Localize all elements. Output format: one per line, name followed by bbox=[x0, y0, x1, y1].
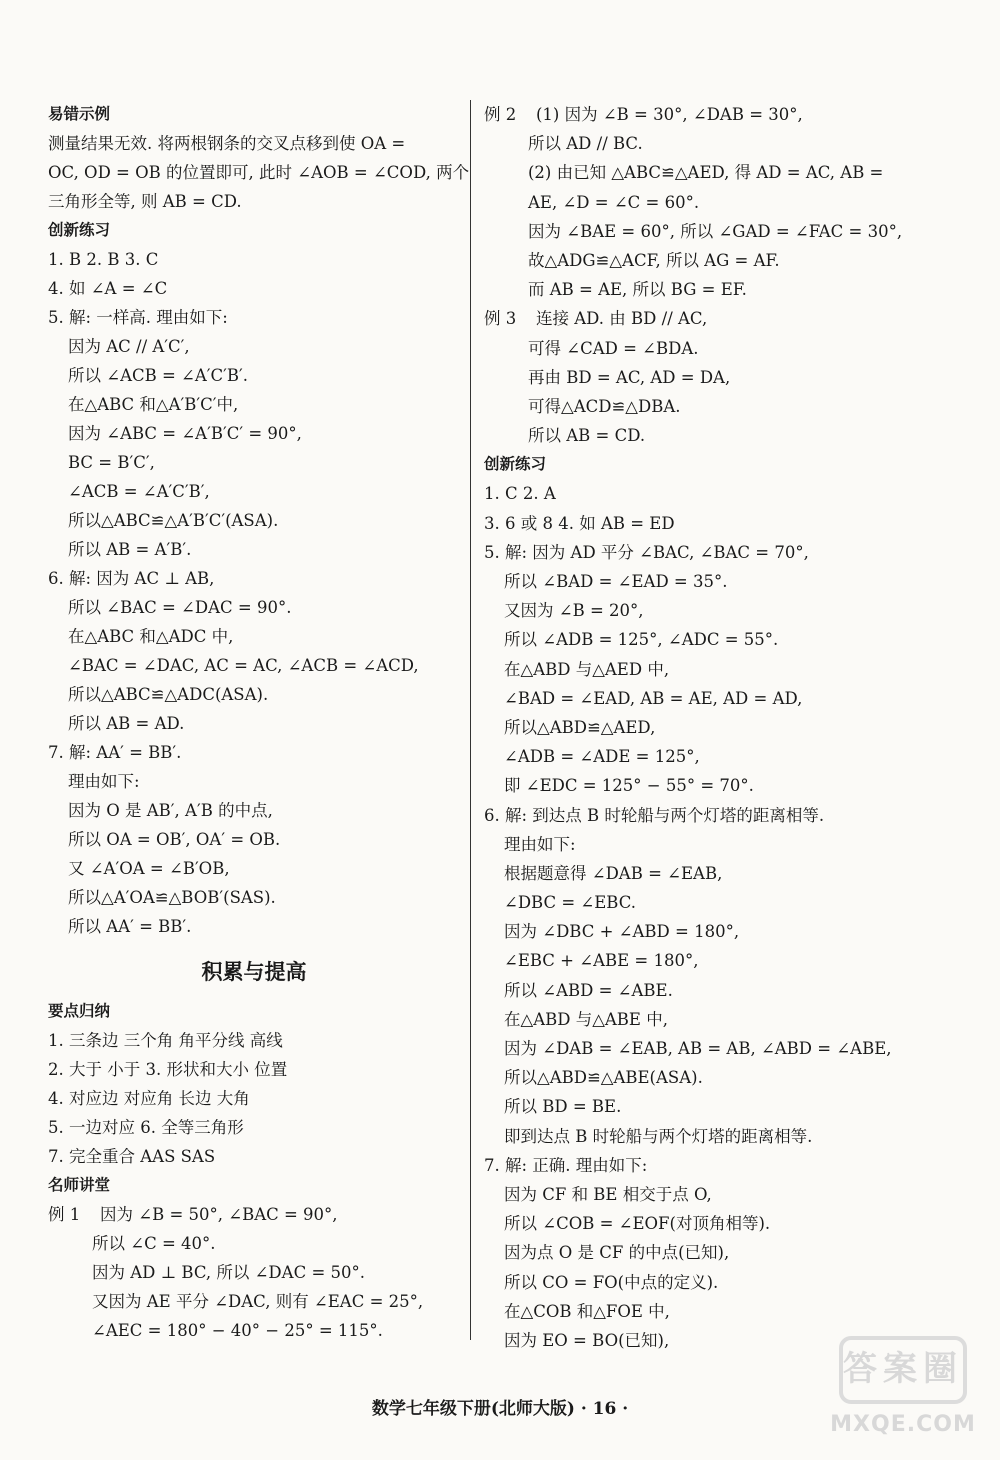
right-lines bbox=[484, 100, 954, 1355]
text-content: 因为 EO = BO(已知), bbox=[504, 1330, 670, 1350]
text-line bbox=[484, 1034, 954, 1063]
text-content: ∠DBC = ∠EBC. bbox=[504, 893, 637, 913]
text-line bbox=[484, 217, 954, 246]
text-line bbox=[484, 246, 954, 275]
text-content: 所以 OA = OB′, OA′ = OB. bbox=[68, 830, 281, 849]
text-line bbox=[484, 129, 954, 158]
text-line bbox=[484, 1063, 954, 1092]
text-content: 又因为 AE 平分 ∠DAC, 则有 ∠EAC = 25°, bbox=[92, 1292, 424, 1311]
text-line bbox=[48, 767, 460, 796]
text-line bbox=[48, 651, 460, 680]
text-line bbox=[48, 1113, 460, 1142]
text-line bbox=[484, 742, 954, 771]
text-content: 所以 AB = AD. bbox=[68, 714, 185, 733]
text-content: 所以△A′OA≌△BOB′(SAS). bbox=[68, 888, 276, 907]
text-line bbox=[48, 1229, 460, 1258]
text-content: 所以△ABC≌△ADC(ASA). bbox=[68, 685, 269, 704]
text-content: 连接 AD. 由 BD // AC, bbox=[536, 309, 708, 329]
text-line bbox=[48, 1084, 460, 1113]
text-content: 6. 解: 因为 AC ⊥ AB, bbox=[48, 569, 215, 588]
text-line bbox=[48, 303, 460, 332]
text-content: 7. 解: 正确. 理由如下: bbox=[484, 1155, 648, 1175]
text-line bbox=[484, 1180, 954, 1209]
text-content: 因为 ∠DBC + ∠ABD = 180°, bbox=[504, 922, 740, 942]
text-line bbox=[48, 390, 460, 419]
text-line bbox=[48, 1055, 460, 1084]
text-line bbox=[48, 419, 460, 448]
section-heading bbox=[48, 997, 460, 1026]
text-line bbox=[484, 304, 954, 333]
text-content: 5. 解: 因为 AD 平分 ∠BAC, ∠BAC = 70°, bbox=[484, 542, 809, 562]
section-heading bbox=[48, 216, 460, 245]
left-column bbox=[48, 100, 470, 1345]
text-line bbox=[484, 275, 954, 304]
text-line bbox=[484, 509, 954, 538]
text-content: 1. C 2. A bbox=[484, 484, 556, 504]
text-line bbox=[48, 477, 460, 506]
watermark-logo-text: 答案圈 bbox=[839, 1336, 967, 1404]
text-content: OC, OD = OB 的位置即可, 此时 ∠AOB = ∠COD, 两个 bbox=[48, 163, 470, 182]
text-content: 再由 BD = AC, AD = DA, bbox=[528, 367, 731, 387]
text-content: 所以 AD // BC. bbox=[528, 134, 643, 154]
text-content: 因为 ∠B = 50°, ∠BAC = 90°, bbox=[100, 1205, 338, 1224]
text-line bbox=[48, 129, 460, 158]
text-line bbox=[484, 596, 954, 625]
text-line bbox=[48, 854, 460, 883]
text-line bbox=[484, 188, 954, 217]
text-line bbox=[48, 680, 460, 709]
text-line bbox=[48, 245, 460, 274]
text-line bbox=[48, 361, 460, 390]
text-content: 因为点 O 是 CF 的中点(已知), bbox=[504, 1243, 730, 1263]
text-content: 要点归纳 bbox=[48, 1002, 111, 1020]
text-content: 即 ∠EDC = 125° − 55° = 70°. bbox=[504, 776, 754, 796]
text-line bbox=[48, 738, 460, 767]
text-line bbox=[484, 363, 954, 392]
text-content: (2) 由已知 △ABC≌△AED, 得 AD = AC, AB = bbox=[528, 163, 884, 183]
text-content: 在△COB 和△FOE 中, bbox=[504, 1301, 670, 1321]
text-content: 创新练习 bbox=[484, 455, 547, 474]
section-heading bbox=[484, 450, 954, 479]
text-content: (1) 因为 ∠B = 30°, ∠DAB = 30°, bbox=[536, 105, 803, 124]
text-content: ∠BAD = ∠EAD, AB = AE, AD = AD, bbox=[504, 688, 803, 708]
text-content: 6. 解: 到达点 B 时轮船与两个灯塔的距离相等. bbox=[484, 805, 825, 825]
text-content: 因为 ∠DAB = ∠EAB, AB = AB, ∠ABD = ∠ABE, bbox=[504, 1039, 892, 1058]
text-line bbox=[484, 1268, 954, 1297]
text-content: 所以 ∠COB = ∠EOF(对顶角相等). bbox=[504, 1214, 771, 1234]
text-line bbox=[48, 274, 460, 303]
text-content: 可得 ∠CAD = ∠BDA. bbox=[528, 338, 699, 358]
example-label: 例 3 bbox=[484, 309, 517, 329]
text-content: 所以△ABC≌△A′B′C′(ASA). bbox=[68, 511, 279, 530]
text-line bbox=[484, 976, 954, 1005]
text-line bbox=[484, 1238, 954, 1267]
text-content: 因为 ∠BAE = 60°, 所以 ∠GAD = ∠FAC = 30°, bbox=[528, 221, 903, 241]
text-content: 在△ABC 和△A′B′C′中, bbox=[68, 395, 239, 414]
page-footer: 数学七年级下册(北师大版) · 16 · bbox=[371, 1399, 629, 1419]
text-line bbox=[484, 801, 954, 830]
text-content: 4. 对应边 对应角 长边 大角 bbox=[48, 1089, 250, 1108]
text-line bbox=[48, 1200, 460, 1229]
example-label: 例 1 bbox=[48, 1205, 81, 1224]
text-content: 测量结果无效. 将两根钢条的交叉点移到使 OA = bbox=[48, 134, 406, 153]
text-content: 故△ADG≌△ACF, 所以 AG = AF. bbox=[528, 250, 780, 270]
text-line bbox=[48, 332, 460, 361]
text-line bbox=[484, 917, 954, 946]
text-content: 7. 完全重合 AAS SAS bbox=[48, 1147, 216, 1166]
text-line bbox=[48, 709, 460, 738]
section-heading bbox=[48, 100, 460, 129]
text-line bbox=[48, 1316, 460, 1345]
text-line bbox=[484, 1005, 954, 1034]
text-content: AE, ∠D = ∠C = 60°. bbox=[528, 192, 700, 212]
text-line bbox=[48, 187, 460, 216]
text-content: ∠BAC = ∠DAC, AC = AC, ∠ACB = ∠ACD, bbox=[68, 656, 419, 675]
text-line bbox=[48, 1142, 460, 1171]
text-line bbox=[48, 1026, 460, 1055]
text-line bbox=[484, 538, 954, 567]
text-content: ∠AEC = 180° − 40° − 25° = 115°. bbox=[92, 1321, 383, 1340]
text-content: 所以△ABD≌△AED, bbox=[504, 717, 656, 737]
text-content: 易错示例 bbox=[48, 105, 111, 123]
text-line bbox=[48, 622, 460, 651]
text-line bbox=[484, 859, 954, 888]
text-content: 因为 AC // A′C′, bbox=[68, 337, 190, 356]
text-line bbox=[484, 334, 954, 363]
column-divider bbox=[470, 100, 471, 1340]
section-heading bbox=[48, 1171, 460, 1200]
text-content: 在△ABD 与△AED 中, bbox=[504, 659, 670, 679]
text-line bbox=[484, 100, 954, 129]
text-content: 所以 AA′ = BB′. bbox=[68, 917, 192, 936]
text-content: 即到达点 B 时轮船与两个灯塔的距离相等. bbox=[504, 1126, 813, 1146]
text-line bbox=[484, 1151, 954, 1180]
text-content: 所以 ∠ADB = 125°, ∠ADC = 55°. bbox=[504, 630, 779, 650]
text-content: 又因为 ∠B = 20°, bbox=[504, 601, 644, 621]
text-content: BC = B′C′, bbox=[68, 453, 155, 472]
text-content: 2. 大于 小于 3. 形状和大小 位置 bbox=[48, 1060, 288, 1079]
text-line bbox=[484, 830, 954, 859]
text-content: 所以 ∠ACB = ∠A′C′B′. bbox=[68, 366, 249, 385]
text-line bbox=[484, 1297, 954, 1326]
text-content: ∠ACB = ∠A′C′B′, bbox=[68, 482, 210, 501]
text-line bbox=[484, 888, 954, 917]
text-line bbox=[48, 506, 460, 535]
text-content: 1. B 2. B 3. C bbox=[48, 250, 159, 269]
text-line bbox=[484, 1209, 954, 1238]
text-line bbox=[484, 1122, 954, 1151]
text-content: 因为 O 是 AB′, A′B 的中点, bbox=[68, 801, 273, 820]
text-content: 因为 ∠ABC = ∠A′B′C′ = 90°, bbox=[68, 424, 302, 443]
text-line bbox=[484, 684, 954, 713]
text-content: 所以 ∠BAC = ∠DAC = 90°. bbox=[68, 598, 292, 617]
text-content: 而 AB = AE, 所以 BG = EF. bbox=[528, 280, 747, 300]
text-content: 5. 一边对应 6. 全等三角形 bbox=[48, 1118, 244, 1137]
text-line bbox=[48, 912, 460, 941]
text-line bbox=[484, 771, 954, 800]
text-line bbox=[48, 1258, 460, 1287]
text-content: 所以 ∠ABD = ∠ABE. bbox=[504, 980, 673, 1000]
text-line bbox=[48, 564, 460, 593]
text-content: 所以 AB = CD. bbox=[528, 426, 646, 446]
text-content: 又 ∠A′OA = ∠B′OB, bbox=[68, 859, 230, 878]
text-content: 5. 解: 一样高. 理由如下: bbox=[48, 308, 228, 327]
text-content: 在△ABD 与△ABE 中, bbox=[504, 1009, 668, 1029]
text-content: 7. 解: AA′ = BB′. bbox=[48, 743, 182, 762]
text-content: 在△ABC 和△ADC 中, bbox=[68, 627, 234, 646]
text-line bbox=[48, 796, 460, 825]
text-line bbox=[484, 625, 954, 654]
watermark-url: MXQE.COM bbox=[830, 1412, 976, 1437]
left-lines-2 bbox=[48, 997, 460, 1345]
text-content: 4. 如 ∠A = ∠C bbox=[48, 279, 168, 298]
text-content: ∠ADB = ∠ADE = 125°, bbox=[504, 747, 700, 767]
text-content: 所以 AB = A′B′. bbox=[68, 540, 192, 559]
watermark-logo bbox=[828, 1336, 978, 1446]
left-lines bbox=[48, 100, 470, 941]
text-line bbox=[484, 567, 954, 596]
text-line bbox=[48, 593, 460, 622]
text-content: 因为 CF 和 BE 相交于点 O, bbox=[504, 1184, 712, 1204]
text-content: 理由如下: bbox=[504, 834, 576, 854]
text-content: 名师讲堂 bbox=[48, 1176, 111, 1194]
text-content: 所以 ∠BAD = ∠EAD = 35°. bbox=[504, 572, 728, 591]
text-content: 因为 AD ⊥ BC, 所以 ∠DAC = 50°. bbox=[92, 1263, 365, 1282]
text-content: 三角形全等, 则 AB = CD. bbox=[48, 192, 242, 211]
text-content: 1. 三条边 三个角 角平分线 高线 bbox=[48, 1031, 283, 1050]
text-content: 创新练习 bbox=[48, 221, 111, 239]
text-line bbox=[48, 825, 460, 854]
text-line bbox=[48, 1287, 460, 1316]
text-line bbox=[48, 448, 460, 477]
text-line bbox=[484, 392, 954, 421]
section-title: 积累与提高 bbox=[201, 960, 307, 984]
text-content: ∠EBC + ∠ABE = 180°, bbox=[504, 951, 699, 971]
text-line bbox=[484, 1092, 954, 1121]
text-content: 可得△ACD≌△DBA. bbox=[528, 396, 681, 416]
text-line bbox=[484, 479, 954, 508]
text-content: 根据题意得 ∠DAB = ∠EAB, bbox=[504, 863, 723, 883]
right-column bbox=[484, 100, 954, 1355]
text-content: 所以 BD = BE. bbox=[504, 1097, 622, 1117]
text-content: 3. 6 或 8 4. 如 AB = ED bbox=[484, 513, 675, 533]
text-content: 所以 CO = FO(中点的定义). bbox=[504, 1272, 719, 1292]
text-line bbox=[48, 535, 460, 564]
text-content: 所以 ∠C = 40°. bbox=[92, 1234, 216, 1253]
example-label: 例 2 bbox=[484, 105, 517, 124]
text-content: 理由如下: bbox=[68, 772, 140, 791]
text-line bbox=[484, 421, 954, 450]
text-line bbox=[484, 158, 954, 187]
text-line bbox=[484, 946, 954, 975]
text-line bbox=[484, 713, 954, 742]
text-line bbox=[484, 655, 954, 684]
text-content: 所以△ABD≌△ABE(ASA). bbox=[504, 1068, 703, 1088]
text-line bbox=[48, 883, 460, 912]
text-line bbox=[48, 158, 470, 187]
